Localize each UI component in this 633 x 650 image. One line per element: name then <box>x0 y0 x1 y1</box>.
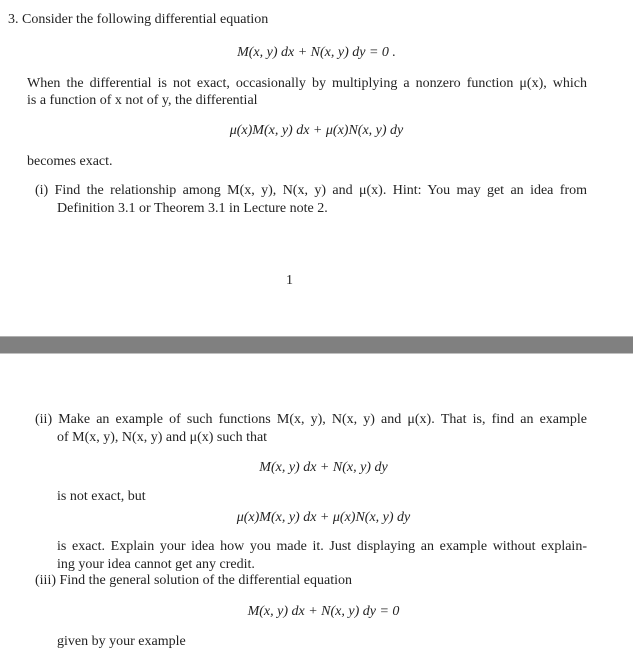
page-separator <box>0 336 633 354</box>
part-ii-line-2: of M(x, y), N(x, y) and μ(x) such that <box>57 430 268 445</box>
part-iii: (iii) Find the general solution of the differential equation <box>35 573 352 588</box>
becomes-exact-text: becomes exact. <box>27 154 113 169</box>
equation-2: μ(x)M(x, y) dx + μ(x)N(x, y) dy <box>229 123 404 138</box>
paragraph-line-1: When the differential is not exact, occasionally by multiplying a nonzero function μ(x), which <box>27 76 587 91</box>
page-number: 1 <box>286 273 293 288</box>
not-exact-text: is not exact, but <box>57 489 146 504</box>
explain-line-1: is exact. Explain your idea how you made it. Just displaying an example without explain- <box>57 539 587 554</box>
equation-5: M(x, y) dx + N(x, y) dy = 0 <box>247 604 400 619</box>
explain-line-2: ing your idea cannot get any credit. <box>57 557 255 572</box>
equation-1: M(x, y) dx + N(x, y) dy = 0 . <box>237 45 396 60</box>
given-text: given by your example <box>57 634 186 649</box>
part-i-line-2: Definition 3.1 or Theorem 3.1 in Lecture note 2. <box>57 201 328 216</box>
equation-4: μ(x)M(x, y) dx + μ(x)N(x, y) dy <box>236 510 411 525</box>
question-intro: 3. Consider the following differential equation <box>8 12 269 27</box>
part-i-line-1: (i) Find the relationship among M(x, y), N(x, y) and μ(x). Hint: You may get an idea from <box>35 183 587 198</box>
equation-3: M(x, y) dx + N(x, y) dy <box>259 460 388 475</box>
part-ii-line-1: (ii) Make an example of such functions M(x, y), N(x, y) and μ(x). That is, find an example <box>35 412 587 427</box>
paragraph-line-2: is a function of x not of y, the differential <box>27 93 258 108</box>
